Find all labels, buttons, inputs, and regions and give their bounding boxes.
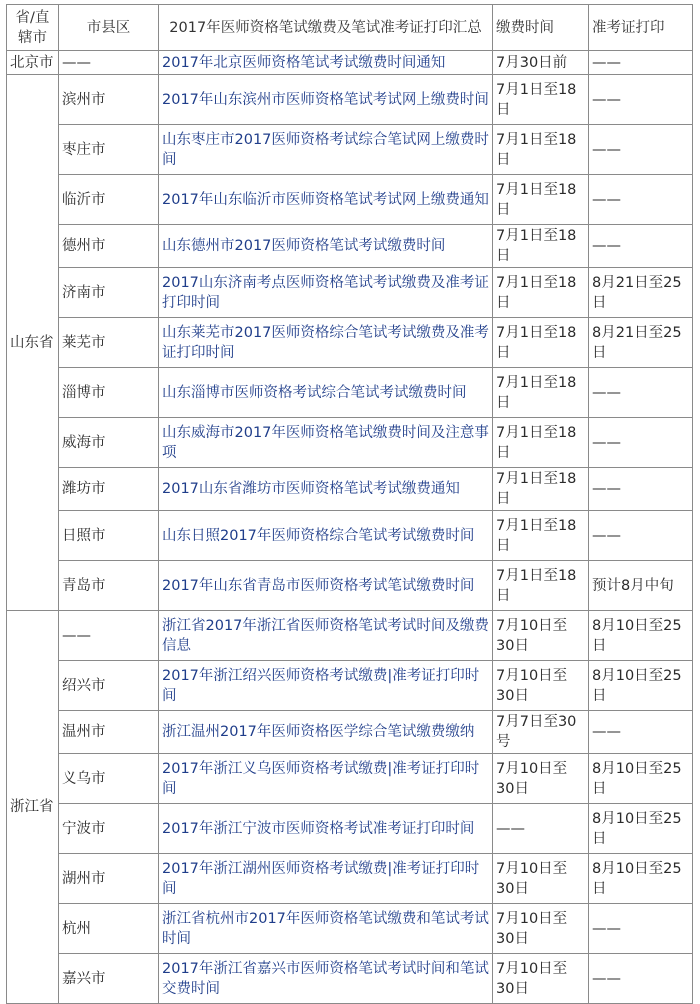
table-body bbox=[7, 51, 693, 1004]
ticket-print-cell: 预计8月中旬 bbox=[589, 561, 693, 611]
header-province: 省/直辖市 bbox=[7, 5, 59, 51]
province-cell: 浙江省 bbox=[7, 611, 59, 1004]
notice-title-cell bbox=[159, 904, 493, 954]
notice-title-cell bbox=[159, 368, 493, 418]
fee-time-cell: 7月1日至18日 bbox=[493, 175, 589, 225]
header-row bbox=[7, 5, 693, 51]
table-row bbox=[7, 661, 693, 711]
table-row bbox=[7, 175, 693, 225]
notice-title-cell bbox=[159, 51, 493, 75]
fee-time-cell: 7月7日至30号 bbox=[493, 711, 589, 754]
ticket-print-cell: —— bbox=[589, 711, 693, 754]
table-row bbox=[7, 854, 693, 904]
city-cell: 淄博市 bbox=[59, 368, 159, 418]
notice-link[interactable]: 2017山东省潍坊市医师资格笔试考试缴费通知 bbox=[162, 481, 460, 497]
city-cell: —— bbox=[59, 611, 159, 661]
table-row bbox=[7, 225, 693, 268]
table-row bbox=[7, 418, 693, 468]
province-cell: 山东省 bbox=[7, 75, 59, 611]
notice-link[interactable]: 2017年浙江绍兴医师资格考试缴费|准考证打印时间 bbox=[162, 667, 480, 704]
fee-time-cell: 7月1日至18日 bbox=[493, 318, 589, 368]
fee-time-cell: 7月10日至30日 bbox=[493, 611, 589, 661]
table-row bbox=[7, 711, 693, 754]
table-row bbox=[7, 268, 693, 318]
ticket-print-cell: —— bbox=[589, 468, 693, 511]
notice-link[interactable]: 2017年北京医师资格笔试考试缴费时间通知 bbox=[162, 54, 446, 71]
table-row bbox=[7, 754, 693, 804]
table-row bbox=[7, 611, 693, 661]
fee-time-cell: 7月1日至18日 bbox=[493, 225, 589, 268]
table-row bbox=[7, 468, 693, 511]
notice-title-cell bbox=[159, 611, 493, 661]
fee-time-cell: 7月10日至30日 bbox=[493, 754, 589, 804]
notice-link[interactable]: 山东德州市2017医师资格笔试考试缴费时间 bbox=[162, 238, 446, 254]
table-row bbox=[7, 804, 693, 854]
fee-time-cell: 7月1日至18日 bbox=[493, 368, 589, 418]
ticket-print-cell: —— bbox=[589, 125, 693, 175]
ticket-print-cell: 8月21日至25日 bbox=[589, 318, 693, 368]
notice-title-cell bbox=[159, 711, 493, 754]
city-cell: 青岛市 bbox=[59, 561, 159, 611]
ticket-print-cell: —— bbox=[589, 51, 693, 75]
city-cell: 温州市 bbox=[59, 711, 159, 754]
header-ticket-print: 准考证打印 bbox=[589, 5, 693, 51]
notice-link[interactable]: 2017年浙江湖州医师资格考试缴费|准考证打印时间 bbox=[162, 860, 480, 897]
notice-link[interactable]: 山东莱芜市2017医师资格综合笔试考试缴费及准考证打印时间 bbox=[162, 324, 489, 361]
city-cell: 临沂市 bbox=[59, 175, 159, 225]
notice-title-cell bbox=[159, 661, 493, 711]
fee-time-cell: 7月10日至30日 bbox=[493, 661, 589, 711]
notice-title-cell bbox=[159, 804, 493, 854]
notice-link[interactable]: 山东威海市2017年医师资格笔试缴费时间及注意事项 bbox=[162, 424, 489, 461]
table-row bbox=[7, 368, 693, 418]
city-cell: —— bbox=[59, 51, 159, 75]
notice-link[interactable]: 山东淄博市医师资格考试综合笔试考试缴费时间 bbox=[162, 384, 467, 401]
ticket-print-cell: 8月10日至25日 bbox=[589, 854, 693, 904]
fee-time-cell: 7月1日至18日 bbox=[493, 418, 589, 468]
notice-link[interactable]: 2017年浙江省嘉兴市医师资格笔试考试时间和笔试交费时间 bbox=[162, 960, 489, 997]
ticket-print-cell: —— bbox=[589, 511, 693, 561]
fee-time-cell: 7月10日至30日 bbox=[493, 904, 589, 954]
city-cell: 潍坊市 bbox=[59, 468, 159, 511]
notice-link[interactable]: 2017山东济南考点医师资格笔试考试缴费及准考证打印时间 bbox=[162, 274, 489, 311]
notice-title-cell bbox=[159, 318, 493, 368]
table-row bbox=[7, 511, 693, 561]
fee-time-cell: 7月1日至18日 bbox=[493, 561, 589, 611]
notice-link[interactable]: 浙江温州2017年医师资格医学综合笔试缴费缴纳 bbox=[162, 724, 475, 740]
notice-title-cell bbox=[159, 418, 493, 468]
table-row bbox=[7, 954, 693, 1004]
fee-time-cell: —— bbox=[493, 804, 589, 854]
table-row bbox=[7, 125, 693, 175]
fee-time-cell: 7月1日至18日 bbox=[493, 511, 589, 561]
ticket-print-cell: —— bbox=[589, 225, 693, 268]
notice-link[interactable]: 2017年山东省青岛市医师资格考试笔试缴费时间 bbox=[162, 577, 475, 594]
fee-time-cell: 7月10日至30日 bbox=[493, 854, 589, 904]
ticket-print-cell: 8月10日至25日 bbox=[589, 754, 693, 804]
notice-title-cell bbox=[159, 754, 493, 804]
city-cell: 义乌市 bbox=[59, 754, 159, 804]
ticket-print-cell: 8月10日至25日 bbox=[589, 611, 693, 661]
notice-link[interactable]: 2017年山东滨州市医师资格笔试考试网上缴费时间 bbox=[162, 91, 489, 108]
header-city: 市县区 bbox=[59, 5, 159, 51]
table-row bbox=[7, 75, 693, 125]
ticket-print-cell: —— bbox=[589, 368, 693, 418]
notice-title-cell bbox=[159, 561, 493, 611]
notice-title-cell bbox=[159, 225, 493, 268]
city-cell: 德州市 bbox=[59, 225, 159, 268]
notice-title-cell bbox=[159, 75, 493, 125]
ticket-print-cell: —— bbox=[589, 418, 693, 468]
city-cell: 日照市 bbox=[59, 511, 159, 561]
notice-title-cell bbox=[159, 175, 493, 225]
city-cell: 嘉兴市 bbox=[59, 954, 159, 1004]
notice-title-cell bbox=[159, 125, 493, 175]
city-cell: 滨州市 bbox=[59, 75, 159, 125]
city-cell: 莱芜市 bbox=[59, 318, 159, 368]
header-fee-time: 缴费时间 bbox=[493, 5, 589, 51]
table-row bbox=[7, 561, 693, 611]
exam-fee-summary-table bbox=[6, 4, 693, 1004]
notice-title-cell bbox=[159, 511, 493, 561]
fee-time-cell: 7月1日至18日 bbox=[493, 268, 589, 318]
notice-link[interactable]: 浙江省杭州市2017年医师资格笔试缴费和笔试考试时间 bbox=[162, 910, 489, 947]
city-cell: 绍兴市 bbox=[59, 661, 159, 711]
fee-time-cell: 7月1日至18日 bbox=[493, 125, 589, 175]
fee-time-cell: 7月30日前 bbox=[493, 51, 589, 75]
table-row bbox=[7, 318, 693, 368]
fee-time-cell: 7月1日至18日 bbox=[493, 75, 589, 125]
notice-link[interactable]: 2017年山东临沂市医师资格笔试考试网上缴费通知 bbox=[162, 191, 489, 208]
table-row bbox=[7, 51, 693, 75]
ticket-print-cell: 8月10日至25日 bbox=[589, 661, 693, 711]
notice-link[interactable]: 山东枣庄市2017医师资格考试综合笔试网上缴费时间 bbox=[162, 131, 489, 168]
fee-time-cell: 7月1日至18日 bbox=[493, 468, 589, 511]
notice-title-cell bbox=[159, 268, 493, 318]
notice-title-cell bbox=[159, 854, 493, 904]
table-row bbox=[7, 904, 693, 954]
ticket-print-cell: —— bbox=[589, 175, 693, 225]
ticket-print-cell: —— bbox=[589, 904, 693, 954]
notice-title-cell bbox=[159, 468, 493, 511]
province-cell: 北京市 bbox=[7, 51, 59, 75]
notice-link[interactable]: 山东日照2017年医师资格综合笔试考试缴费时间 bbox=[162, 527, 475, 544]
notice-link[interactable]: 浙江省2017年浙江省医师资格笔试考试时间及缴费信息 bbox=[162, 617, 489, 654]
city-cell: 宁波市 bbox=[59, 804, 159, 854]
city-cell: 威海市 bbox=[59, 418, 159, 468]
ticket-print-cell: —— bbox=[589, 75, 693, 125]
ticket-print-cell: —— bbox=[589, 954, 693, 1004]
fee-time-cell: 7月10日至30日 bbox=[493, 954, 589, 1004]
city-cell: 湖州市 bbox=[59, 854, 159, 904]
city-cell: 济南市 bbox=[59, 268, 159, 318]
header-summary-title: 2017年医师资格笔试缴费及笔试准考证打印汇总 bbox=[159, 5, 493, 51]
ticket-print-cell: 8月10日至25日 bbox=[589, 804, 693, 854]
ticket-print-cell: 8月21日至25日 bbox=[589, 268, 693, 318]
notice-link[interactable]: 2017年浙江宁波市医师资格考试准考证打印时间 bbox=[162, 820, 475, 837]
notice-title-cell bbox=[159, 954, 493, 1004]
notice-link[interactable]: 2017年浙江义乌医师资格考试缴费|准考证打印时间 bbox=[162, 760, 480, 797]
city-cell: 枣庄市 bbox=[59, 125, 159, 175]
city-cell: 杭州 bbox=[59, 904, 159, 954]
